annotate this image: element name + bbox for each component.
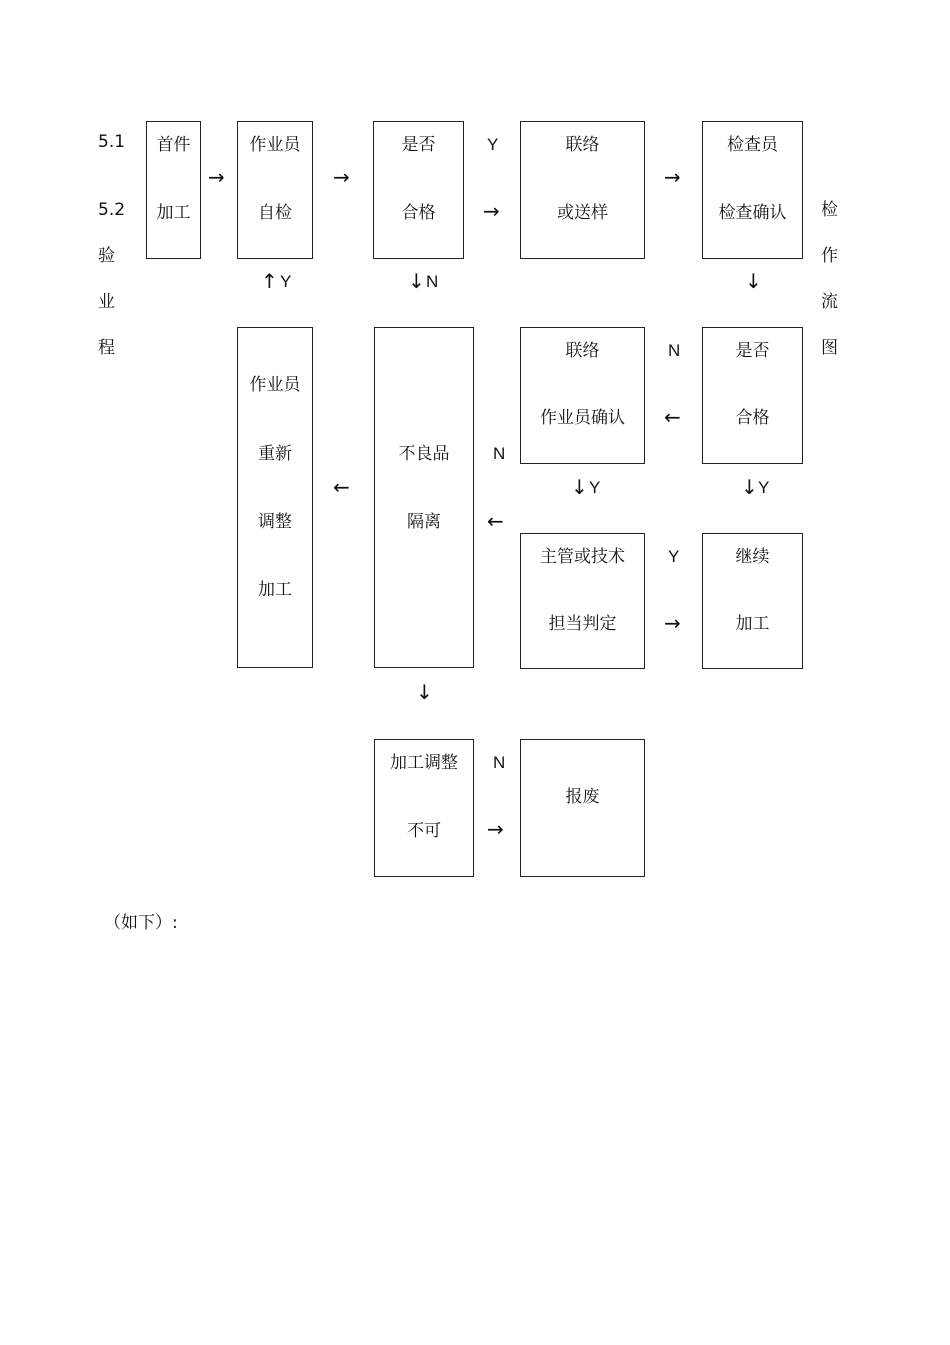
- box-operator-self-check: [237, 121, 313, 259]
- box-operator-self-check-line-1: 作业员: [249, 135, 301, 155]
- box-scrap-line-1: 报废: [565, 787, 600, 807]
- section-5-2: 5.2: [98, 200, 126, 220]
- box-continue-process-line-2: 加工: [735, 614, 770, 634]
- box-supervisor-judge: [520, 533, 645, 669]
- box-inspector-confirm: [702, 121, 803, 259]
- arrow-right-6: →: [487, 817, 504, 841]
- left-vertical-char-2: 业: [98, 292, 115, 312]
- box-operator-readjust-line-2: 重新: [258, 444, 292, 464]
- footer-text: （如下）:: [104, 913, 178, 933]
- box-pass-check-1-line-2: 合格: [401, 203, 436, 223]
- box-defect-isolate-line-1: 不良品: [398, 444, 450, 464]
- box-contact-or-send: [520, 121, 645, 259]
- box-pass-check-1-line-1: 是否: [401, 135, 436, 155]
- label-no-3: N: [493, 444, 506, 463]
- arrow-left-2: ←: [333, 475, 350, 499]
- box-pass-check-2: [702, 327, 803, 464]
- arrow-down-1: ↓: [408, 269, 425, 293]
- box-first-piece: [146, 121, 201, 259]
- arrow-left-3: ←: [487, 509, 504, 533]
- box-cannot-adjust: [374, 739, 474, 877]
- box-cannot-adjust-line-1: 加工调整: [390, 753, 458, 773]
- box-operator-readjust-line-1: 作业员: [249, 375, 301, 395]
- box-contact-operator-line-1: 联络: [565, 341, 600, 361]
- box-contact-operator: [520, 327, 645, 464]
- arrow-down-3: ↓: [571, 475, 588, 499]
- box-pass-check-1: [373, 121, 464, 259]
- box-contact-operator-line-2: 作业员确认: [540, 408, 625, 428]
- box-first-piece-line-2: 加工: [156, 203, 191, 223]
- arrow-up-1: ↑: [261, 269, 278, 293]
- box-operator-readjust: [237, 327, 313, 668]
- box-inspector-confirm-line-1: 检查员: [727, 135, 778, 155]
- right-vertical-char-1: 检: [821, 200, 838, 220]
- arrow-right-1: →: [208, 165, 225, 189]
- box-continue-process-line-1: 继续: [735, 547, 770, 567]
- box-contact-or-send-line-1: 联络: [565, 135, 600, 155]
- box-supervisor-judge-line-2: 担当判定: [548, 614, 617, 634]
- arrow-right-2: →: [333, 165, 350, 189]
- arrow-down-4: ↓: [741, 475, 758, 499]
- label-yes-5: Y: [668, 547, 680, 566]
- label-no-4: N: [493, 753, 506, 772]
- box-inspector-confirm-line-2: 检查确认: [718, 203, 787, 223]
- box-pass-check-2-line-1: 是否: [735, 341, 770, 361]
- box-scrap: [520, 739, 645, 877]
- label-yes-4: Y: [758, 478, 770, 497]
- right-vertical-char-4: 图: [821, 338, 838, 358]
- left-vertical-char-3: 程: [98, 338, 115, 358]
- box-continue-process: [702, 533, 803, 669]
- box-defect-isolate-line-2: 隔离: [407, 512, 441, 532]
- arrow-down-2: ↓: [745, 269, 762, 293]
- label-no-1: N: [426, 272, 439, 291]
- label-yes-3: Y: [589, 478, 601, 497]
- box-cannot-adjust-line-2: 不可: [407, 821, 441, 841]
- label-no-2: N: [668, 341, 681, 360]
- box-defect-isolate: [374, 327, 474, 668]
- section-5-1: 5.1: [98, 132, 126, 152]
- box-operator-readjust-line-3: 调整: [258, 512, 292, 532]
- box-operator-readjust-line-4: 加工: [258, 580, 292, 600]
- box-supervisor-judge-line-1: 主管或技术: [540, 547, 625, 567]
- arrow-down-5: ↓: [416, 680, 433, 704]
- right-vertical-char-3: 流: [821, 292, 838, 312]
- arrow-right-3: →: [483, 199, 500, 223]
- right-vertical-char-2: 作: [821, 246, 838, 266]
- box-pass-check-2-line-2: 合格: [735, 408, 770, 428]
- box-contact-or-send-line-2: 或送样: [557, 203, 608, 223]
- label-yes-1: Y: [487, 135, 499, 154]
- arrow-right-5: →: [664, 611, 681, 635]
- box-first-piece-line-1: 首件: [156, 135, 191, 155]
- arrow-left-1: ←: [664, 405, 681, 429]
- arrow-right-4: →: [664, 165, 681, 189]
- box-operator-self-check-line-2: 自检: [258, 203, 292, 223]
- label-yes-2: Y: [280, 272, 292, 291]
- left-vertical-char-1: 验: [98, 246, 115, 266]
